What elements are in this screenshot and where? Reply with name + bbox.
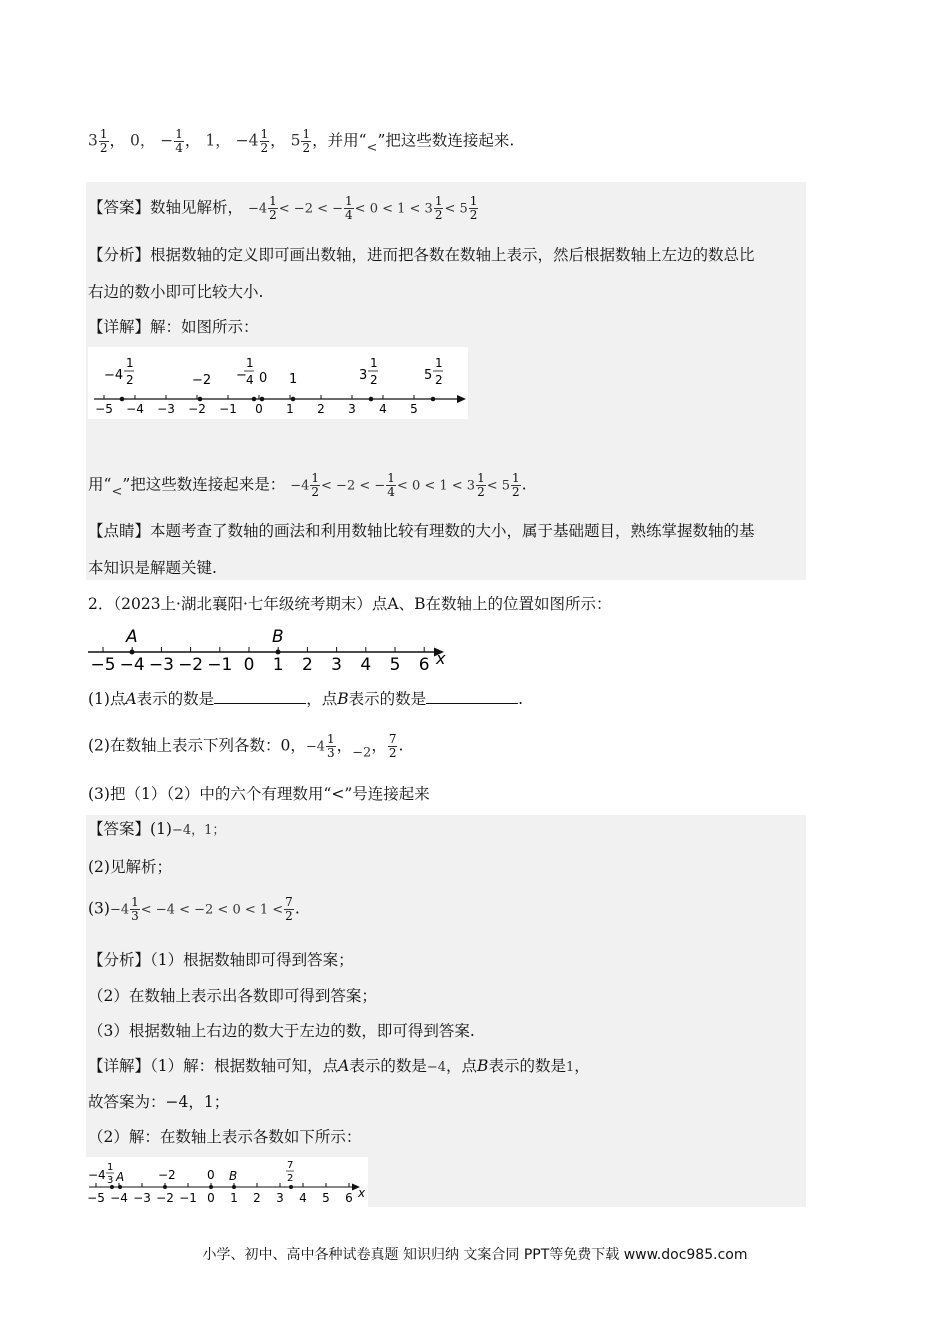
- q2-answer-3: (3)−4 $\frac{1}{3}$ < −4 < −2 < 0 < 1 < $\frac{7}{2}$ .: [88, 895, 300, 923]
- q1-connect: 用“$_<$”把这些数连接起来是： −4 $\frac{1}{2}$ < −2 < − $\frac{1}{4}$ < 0 < 1 < 3 $\frac{1}{2}$ < 5 $\frac{1}{2}$ .: [88, 471, 527, 500]
- q2-analysis-2: （2）在数轴上表示出各数即可得到答案；: [88, 987, 377, 1005]
- number-line-3: [86, 1157, 368, 1207]
- svg-text:3: 3: [107, 1175, 114, 1186]
- tick-label: −3: [148, 655, 174, 674]
- nl1-label-3: 3: [359, 368, 368, 383]
- tick-label: 4: [379, 402, 387, 416]
- tick-label: 1: [272, 655, 284, 674]
- tick-label: −3: [157, 402, 175, 416]
- svg-text:4: 4: [246, 373, 254, 387]
- q1-analysis-1: 【分析】根据数轴的定义即可画出数轴，进而把各数在数轴上表示，然后根据数轴上左边的数总比: [88, 246, 755, 264]
- tick-label: 0: [243, 655, 255, 674]
- tick-label: −5: [87, 1191, 105, 1205]
- svg-text:2: 2: [287, 1173, 294, 1184]
- nl1-label-0: 0: [259, 371, 268, 386]
- q1-analysis-2: 右边的数小即可比较大小.: [88, 283, 264, 301]
- tick-label: 3: [348, 402, 356, 416]
- nl1-label-1: 1: [289, 372, 298, 387]
- number-line-2: [86, 624, 450, 674]
- x-axis-label: x: [436, 649, 446, 668]
- q1-numbers-line: 3 $\frac{1}{2}$ ， 0， − $\frac{1}{4}$ ， 1， −4 $\frac{1}{2}$ ， 5 $\frac{1}{2}$ ，并用“$_<$”把这些数连接起来.: [88, 127, 515, 156]
- tick-label: 0: [255, 402, 263, 416]
- q2-detail-1: 【详解】（1）解：根据数轴可知，点A表示的数是−4，点B表示的数是1，: [88, 1057, 590, 1075]
- tick-label: 1: [230, 1191, 238, 1205]
- q2-analysis-3: （3）根据数轴上右边的数大于左边的数，即可得到答案.: [88, 1022, 475, 1040]
- svg-text:−2: −2: [158, 1168, 176, 1182]
- tick-label: 5: [322, 1191, 330, 1205]
- q2-detail-2: 故答案为：−4，1；: [88, 1093, 230, 1111]
- tick-label: 6: [418, 655, 430, 674]
- tick-label: −5: [95, 402, 113, 416]
- svg-text:2: 2: [435, 373, 443, 387]
- tick-label: 2: [253, 1191, 261, 1205]
- svg-text:0: 0: [207, 1168, 215, 1182]
- page-footer: 小学、初中、高中各种试卷真题 知识归纳 文案合同 PPT等免费下载 www.doc985.com: [202, 1247, 748, 1263]
- tick-label: 3: [331, 655, 343, 674]
- svg-text:2: 2: [370, 373, 378, 387]
- tick-label: 2: [317, 402, 325, 416]
- tick-label: 5: [389, 655, 401, 674]
- svg-text:x: x: [358, 1186, 366, 1200]
- tick-label: −2: [178, 655, 204, 674]
- tick-label: −2: [156, 1191, 174, 1205]
- nl1-label-m4: −4: [104, 368, 124, 383]
- svg-text:1: 1: [107, 1162, 114, 1173]
- svg-text:1: 1: [126, 356, 134, 370]
- tick-label: −5: [90, 655, 116, 674]
- tick-label: −4: [119, 655, 145, 674]
- q1-comment-1: 【点睛】本题考查了数轴的画法和利用数轴比较有理数的大小，属于基础题目，熟练掌握数轴的基: [88, 522, 755, 540]
- q2-analysis-1: 【分析】（1）根据数轴即可得到答案；: [88, 951, 354, 969]
- tick-label: 3: [276, 1191, 284, 1205]
- tick-label: 5: [410, 402, 418, 416]
- svg-text:−4: −4: [88, 1168, 106, 1182]
- q2-part3: (3)把（1）（2）中的六个有理数用“<”号连接起来: [88, 785, 430, 803]
- tick-label: −3: [133, 1191, 151, 1205]
- q2-part1: (1)点A表示的数是 ，点B表示的数是 .: [88, 690, 524, 708]
- q2-answer-1: 【答案】(1)−4，1；: [88, 820, 226, 838]
- nl1-label-5: 5: [424, 368, 433, 383]
- tick-label: −1: [219, 402, 237, 416]
- tick-label: 1: [286, 402, 294, 416]
- tick-label: 4: [299, 1191, 307, 1205]
- svg-text:−: −: [236, 368, 247, 383]
- point-b-label: B: [272, 627, 284, 647]
- tick-label: 2: [301, 655, 313, 674]
- number-line-1: [88, 347, 468, 419]
- tick-label: 4: [360, 655, 372, 674]
- svg-text:1: 1: [435, 356, 443, 370]
- point-a-label: A: [126, 627, 138, 647]
- tick-label: −4: [110, 1191, 128, 1205]
- svg-text:1: 1: [370, 356, 378, 370]
- q1-detail: 【详解】解：如图所示：: [88, 318, 259, 336]
- tick-label: −1: [207, 655, 233, 674]
- svg-text:2: 2: [126, 373, 134, 387]
- q1-answer: 【答案】数轴见解析， −4 $\frac{1}{2}$ < −2 < − $\frac{1}{4}$ < 0 < 1 < 3 $\frac{1}{2}$ < 5 $\frac{1}{2}$: [88, 194, 478, 222]
- svg-text:A: A: [116, 1170, 125, 1184]
- tick-label: −2: [188, 402, 206, 416]
- answer-box-2: [86, 815, 806, 1207]
- tick-label: −4: [126, 402, 144, 416]
- tick-label: 0: [207, 1191, 215, 1205]
- tick-label: −1: [179, 1191, 197, 1205]
- svg-text:7: 7: [287, 1160, 294, 1171]
- nl1-label-m2: −2: [192, 373, 212, 388]
- q2-detail-3: （2）解：在数轴上表示各数如下所示：: [88, 1128, 362, 1146]
- q2-part2: (2)在数轴上表示下列各数：0，−4 $\frac{1}{3}$ ，$_{-2}$， $\frac{7}{2}$ .: [88, 732, 404, 761]
- q2-answer-2: (2)见解析；: [88, 858, 172, 876]
- blank-b[interactable]: [426, 689, 518, 704]
- q2-title: 2．（2023上·湖北襄阳·七年级统考期末）点A、B在数轴上的位置如图所示：: [88, 595, 612, 613]
- blank-a[interactable]: [214, 689, 306, 704]
- svg-text:B: B: [229, 1169, 238, 1183]
- svg-text:1: 1: [246, 356, 254, 370]
- q1-comment-2: 本知识是解题关键.: [88, 559, 217, 577]
- tick-label: 6: [345, 1191, 353, 1205]
